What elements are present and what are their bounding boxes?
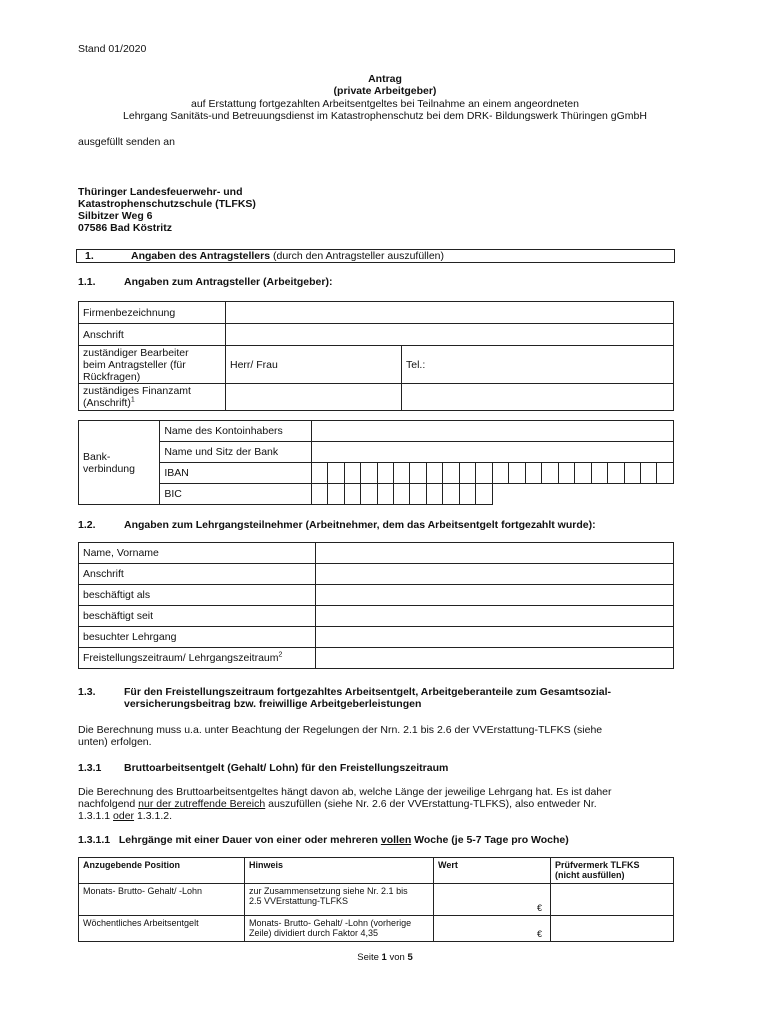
employer-table: [78, 301, 674, 411]
bank-table: [78, 420, 674, 505]
phone-field[interactable]: [402, 346, 674, 384]
header-line: (nicht ausfüllen): [555, 870, 625, 880]
iban-char-box[interactable]: [377, 463, 393, 484]
send-to-label: ausgefüllt senden an: [78, 136, 175, 148]
footnote-marker: 1: [130, 396, 135, 404]
field-label: Anschrift: [79, 324, 226, 346]
form-title: Antrag: [368, 73, 402, 85]
section-number: 1.1.: [78, 276, 96, 288]
iban-char-box[interactable]: [393, 463, 409, 484]
section-title: Bruttoarbeitsentgelt (Gehalt/ Lohn) für den Freistellungszeitraum: [124, 762, 449, 774]
bic-char-box[interactable]: [393, 484, 409, 505]
bic-blank: [492, 484, 673, 505]
field-label: Freistellungszeitraum/ Lehrgangszeitraum$^2$: [79, 648, 316, 669]
iban-char-box[interactable]: [328, 463, 344, 484]
salutation-label: Herr/ Frau: [230, 358, 278, 371]
employed-since-field[interactable]: [316, 606, 674, 627]
column-header: Wert: [434, 858, 551, 884]
label-line: (Anschrift)$^1$: [83, 396, 135, 409]
employed-as-field[interactable]: [316, 585, 674, 606]
paragraph: 1.3.1.1 oder 1.3.1.2.: [78, 810, 172, 822]
label-line: beim Antragsteller (für: [83, 358, 186, 371]
section-title: Für den Freistellungszeitraum fortgezahltes Arbeitsentgelt, Arbeitgeberanteile zum Gesamtsozial-: [124, 686, 611, 698]
footnote-marker: 2: [278, 651, 283, 659]
version-stamp: Stand 01/2020: [78, 43, 147, 55]
employee-address-field[interactable]: [316, 564, 674, 585]
bic-char-box[interactable]: [328, 484, 344, 505]
bic-row: [79, 484, 674, 505]
hint-line: zur Zusammensetzung siehe Nr. 2.1 bis: [249, 886, 408, 896]
iban-char-box[interactable]: [608, 463, 624, 484]
bic-char-box[interactable]: [459, 484, 475, 505]
account-holder-field[interactable]: [311, 421, 673, 442]
field-label: besuchter Lehrgang: [79, 627, 316, 648]
section-title: Angaben zum Lehrgangsteilnehmer (Arbeitnehmer, dem das Arbeitsentgelt fortgezahlt wurde):: [124, 519, 596, 531]
iban-char-box[interactable]: [575, 463, 591, 484]
address-line: Thüringer Landesfeuerwehr- und: [78, 186, 243, 198]
column-header: Anzugebende Position: [79, 858, 245, 884]
iban-char-box[interactable]: [492, 463, 508, 484]
form-purpose-line1: auf Erstattung fortgezahlten Arbeitsentgeltes bei Teilnahme an einem angeordneten: [191, 98, 579, 110]
field-label: IBAN: [160, 463, 311, 484]
bic-char-box[interactable]: [361, 484, 377, 505]
bic-char-box[interactable]: [426, 484, 442, 505]
iban-char-box[interactable]: [509, 463, 525, 484]
label-line: verbindung: [83, 462, 135, 475]
field-label: Name des Kontoinhabers: [160, 421, 311, 442]
iban-char-box[interactable]: [361, 463, 377, 484]
employee-name-field[interactable]: [316, 543, 674, 564]
bic-char-box[interactable]: [311, 484, 327, 505]
field-label: Name, Vorname: [79, 543, 316, 564]
label-line: zuständiges Finanzamt: [83, 385, 191, 397]
tax-office-field[interactable]: [226, 384, 402, 411]
company-name-field[interactable]: [226, 302, 674, 324]
bic-char-box[interactable]: [443, 484, 459, 505]
iban-row: [79, 463, 674, 484]
field-label: Name und Sitz der Bank: [160, 442, 311, 463]
address-line: Katastrophenschutzschule (TLFKS): [78, 198, 256, 210]
iban-char-box[interactable]: [459, 463, 475, 484]
monthly-salary-value-field[interactable]: [434, 884, 551, 916]
hint-text: [245, 916, 434, 942]
field-label: [79, 346, 226, 384]
field-label: Firmenbezeichnung: [79, 302, 226, 324]
iban-char-box[interactable]: [426, 463, 442, 484]
currency-symbol: €: [536, 903, 542, 913]
employee-table: [78, 542, 674, 669]
salary-table: [78, 857, 674, 942]
iban-char-box[interactable]: [542, 463, 558, 484]
underlined-text: nur der zutreffende Bereich: [138, 798, 266, 810]
header-line: Prüfvermerk TLFKS: [555, 860, 640, 870]
column-header: Hinweis: [245, 858, 434, 884]
iban-char-box[interactable]: [591, 463, 607, 484]
underlined-text: oder: [113, 810, 135, 822]
paragraph: nachfolgend nur der zutreffende Bereich auszufüllen (siehe Nr. 2.6 der VVErstattung-TLFKS), also entweder Nr.: [78, 798, 597, 810]
hint-text: [245, 884, 434, 916]
position-label: Monats- Brutto- Gehalt/ -Lohn: [79, 884, 245, 916]
bic-char-box[interactable]: [476, 484, 492, 505]
field-label: BIC: [160, 484, 311, 505]
check-note-cell: [551, 916, 674, 942]
column-header: [551, 858, 674, 884]
paragraph: unten) erfolgen.: [78, 736, 152, 748]
iban-char-box[interactable]: [311, 463, 327, 484]
section-number: 1.2.: [78, 519, 96, 531]
field-label: Anschrift: [79, 564, 316, 585]
bank-name-field[interactable]: [311, 442, 673, 463]
iban-char-box[interactable]: [476, 463, 492, 484]
bic-char-box[interactable]: [377, 484, 393, 505]
iban-char-box[interactable]: [624, 463, 640, 484]
iban-char-box[interactable]: [525, 463, 541, 484]
currency-symbol: €: [536, 929, 542, 939]
course-field[interactable]: [316, 627, 674, 648]
phone-label: Tel.:: [406, 358, 426, 371]
paragraph: Die Berechnung des Bruttoarbeitsentgeltes hängt davon ab, welche Länge der jeweilige Lehrgang hat. Es ist daher: [78, 786, 612, 798]
iban-char-box[interactable]: [558, 463, 574, 484]
check-note-cell: [551, 884, 674, 916]
field-label: [79, 384, 226, 411]
paragraph: Die Berechnung muss u.a. unter Beachtung der Regelungen der Nrn. 2.1 bis 2.6 der VVErstattung-TLFKS (siehe: [78, 724, 603, 736]
iban-char-box[interactable]: [344, 463, 360, 484]
section-number: 1.: [85, 250, 94, 262]
section-number: 1.3.: [78, 686, 96, 698]
tax-office-field-2[interactable]: [402, 384, 674, 411]
section-title: Angaben zum Antragsteller (Arbeitgeber):: [124, 276, 333, 288]
bic-char-box[interactable]: [344, 484, 360, 505]
field-label: beschäftigt seit: [79, 606, 316, 627]
label-line: zuständiger Bearbeiter: [83, 346, 189, 359]
release-period-field[interactable]: [316, 648, 674, 669]
iban-char-box[interactable]: [657, 463, 674, 484]
field-label: beschäftigt als: [79, 585, 316, 606]
address-line: 07586 Bad Köstritz: [78, 222, 172, 234]
iban-char-box[interactable]: [641, 463, 657, 484]
company-address-field[interactable]: [226, 324, 674, 346]
section-1-header: [76, 249, 675, 263]
iban-char-box[interactable]: [410, 463, 426, 484]
section-number: 1.3.1: [78, 762, 102, 774]
address-line: Silbitzer Weg 6: [78, 210, 153, 222]
iban-char-box[interactable]: [443, 463, 459, 484]
form-subtitle: (private Arbeitgeber): [333, 85, 437, 97]
section-title: 1.3.1.1 Lehrgänge mit einer Dauer von einer oder mehreren vollen Woche (je 5-7 Tage pro Woche): [78, 834, 569, 846]
section-title: Angaben des Antragstellers (durch den Antragsteller auszufüllen): [131, 250, 445, 262]
contact-person-field[interactable]: [226, 346, 402, 384]
label-line: Bank-: [83, 450, 111, 463]
position-label: Wöchentliches Arbeitsentgelt: [79, 916, 245, 942]
page-number: Seite 1 von 5: [357, 952, 413, 963]
underlined-text: vollen: [380, 834, 412, 846]
weekly-salary-value-field[interactable]: [434, 916, 551, 942]
form-purpose-line2: Lehrgang Sanitäts-und Betreuungsdienst im Katastrophenschutz bei dem DRK- Bildungswerk Thüringen gGmbH: [123, 110, 647, 122]
bic-char-box[interactable]: [410, 484, 426, 505]
section-title-cont: versicherungsbeitrag bzw. freiwillige Arbeitgeberleistungen: [124, 698, 422, 710]
hint-line: 2.5 VVErstattung-TLFKS: [249, 896, 349, 906]
hint-line: Zeile) dividiert durch Faktor 4,35: [249, 928, 379, 938]
label-line: Rückfragen): [83, 370, 141, 383]
bank-label: [79, 421, 160, 505]
hint-line: Monats- Brutto- Gehalt/ -Lohn (vorherige: [249, 918, 412, 928]
